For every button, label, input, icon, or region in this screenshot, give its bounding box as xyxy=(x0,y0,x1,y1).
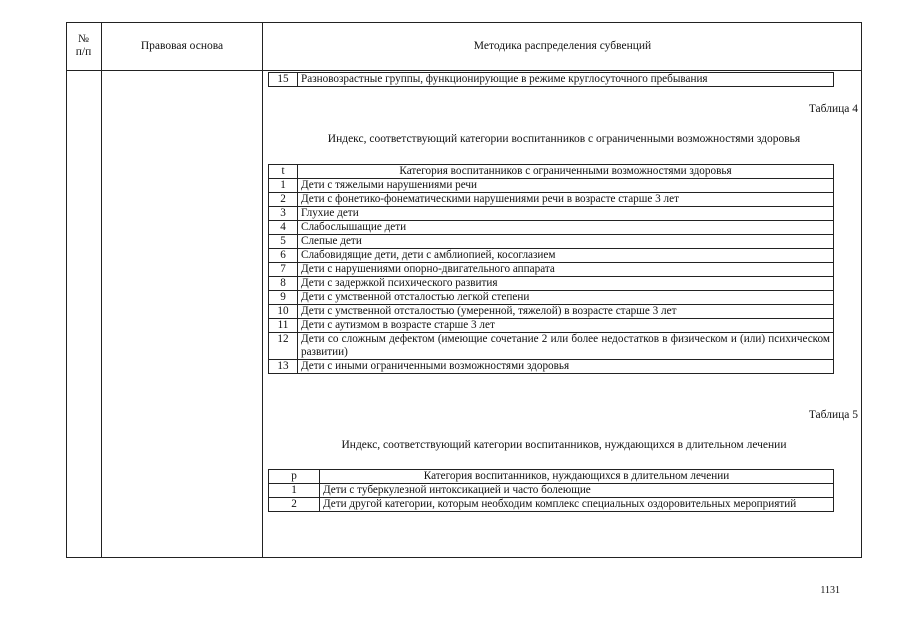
table4-title: Индекс, соответствующий категории воспитанников с ограниченными возможностями здоровья xyxy=(327,133,801,145)
table5-label: Таблица 5 xyxy=(808,409,858,421)
header-divider xyxy=(66,70,862,71)
table-row: 11 Дети с аутизмом в возрасте старше 3 лет xyxy=(269,319,834,333)
table-header-row xyxy=(269,470,834,484)
table-row: 4 Слабослышащие дети xyxy=(269,221,834,235)
table-row: 8 Дети с задержкой психического развития xyxy=(269,277,834,291)
table-row: 10 Дети с умственной отсталостью (умеренной, тяжелой) в возрасте старше 3 лет xyxy=(269,305,834,319)
table4 xyxy=(268,164,834,374)
header-legal-basis: Правовая основа xyxy=(140,40,224,52)
table5-title: Индекс, соответствующий категории воспитанников, нуждающихся в длительном лечении xyxy=(341,439,787,451)
header-index: t xyxy=(269,165,298,179)
table-row xyxy=(269,73,834,87)
page-number: 1131 xyxy=(820,585,840,596)
table-row: 2 Дети другой категории, которым необходим комплекс специальных оздоровительных мероприятий xyxy=(269,498,834,512)
header-number: № п/п xyxy=(75,33,92,58)
table-row: 3 Глухие дети xyxy=(269,207,834,221)
previous-table xyxy=(268,72,834,87)
table-header-row xyxy=(269,165,834,179)
header-category: Категория воспитанников, нуждающихся в длительном лечении xyxy=(320,470,834,484)
table-row: 5 Слепые дети xyxy=(269,235,834,249)
header-category: Категория воспитанников с ограниченными возможностями здоровья xyxy=(298,165,834,179)
table-row: 7 Дети с нарушениями опорно-двигательного аппарата xyxy=(269,263,834,277)
column-divider-2 xyxy=(262,22,263,558)
table-row: 6 Слабовидящие дети, дети с амблиопией, косоглазием xyxy=(269,249,834,263)
row-number: 15 xyxy=(269,73,298,87)
table4-label: Таблица 4 xyxy=(808,103,858,115)
header-methodology: Методика распределения субвенций xyxy=(473,40,652,52)
table-row: 12 Дети со сложным дефектом (имеющие сочетание 2 или более недостатков в физическом и (или) психическом развитии) xyxy=(269,333,834,360)
table-row: 2 Дети с фонетико-фонематическими нарушениями речи в возрасте старше 3 лет xyxy=(269,193,834,207)
table5 xyxy=(268,469,834,512)
table-row: 9 Дети с умственной отсталостью легкой степени xyxy=(269,291,834,305)
table-row: 1 Дети с туберкулезной интоксикацией и часто болеющие xyxy=(269,484,834,498)
table-row: 1 Дети с тяжелыми нарушениями речи xyxy=(269,179,834,193)
row-text: Разновозрастные группы, функционирующие в режиме круглосуточного пребывания xyxy=(298,73,834,87)
header-index: p xyxy=(269,470,320,484)
column-divider-1 xyxy=(101,22,102,558)
table-row: 13 Дети с иными ограниченными возможностями здоровья xyxy=(269,360,834,374)
